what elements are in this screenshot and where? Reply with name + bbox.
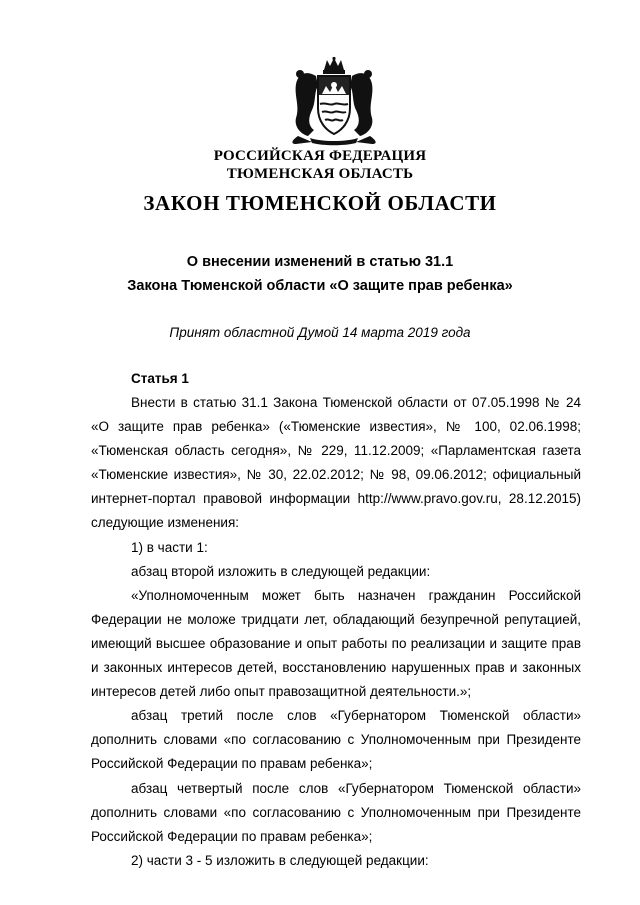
article-body	[91, 391, 581, 873]
article-paragraph: 2) части 3 - 5 изложить в следующей редакции:	[131, 852, 429, 868]
adoption-note: Принят областной Думой 14 марта 2019 года	[169, 325, 471, 340]
country-heading: РОССИЙСКАЯ ФЕДЕРАЦИЯ	[213, 148, 427, 164]
article-paragraph: Внести в статью 31.1 Закона Тюменской области от 07.05.1998 № 24 «О защите прав ребенка» («Тюменские известия», № 100, 02.06.1998; «Тюменская область сегодня», № 229, 11.12.2009; «Парламентская газета «Тюменские известия», № 30, 22.02.2012; № 98, 09.06.2012; официальный интернет-портал правовой информации http://www.pravo.gov.ru, 28.12.2015) следующие изменения:	[91, 395, 581, 531]
article-paragraph: «Уполномоченным может быть назначен гражданин Российской Федерации не моложе тридцати лет, обладающий безупречной репутацией, имеющий высшее образование и опыт работы по реализации и защите прав и законных интересов детей, восстановлению нарушенных прав и законных интересов детей либо опыт правозащитной деятельности.»;	[91, 587, 581, 700]
article-heading: Статья 1	[131, 371, 189, 386]
tyumen-coat-of-arms-icon	[286, 56, 382, 146]
article-paragraph: абзац четвертый после слов «Губернатором Тюменской области» дополнить словами «по согласованию с Уполномоченным при Президенте Российской Федерации по правам ребенка»;	[91, 780, 581, 844]
law-title: ЗАКОН ТЮМЕНСКОЙ ОБЛАСТИ	[143, 191, 497, 215]
region-heading: ТЮМЕНСКАЯ ОБЛАСТЬ	[226, 166, 414, 182]
subject-line-2: Закона Тюменской области «О защите прав ребенка»	[127, 278, 513, 294]
article-paragraph: 1) в части 1:	[131, 539, 208, 555]
article-paragraph: абзац третий после слов «Губернатором Тюменской области» дополнить словами «по согласованию с Уполномоченным при Президенте Российской Федерации по правам ребенка»;	[91, 708, 581, 772]
subject-line-1: О внесении изменений в статью 31.1	[186, 254, 454, 270]
article-paragraph: абзац второй изложить в следующей редакции:	[131, 563, 431, 579]
